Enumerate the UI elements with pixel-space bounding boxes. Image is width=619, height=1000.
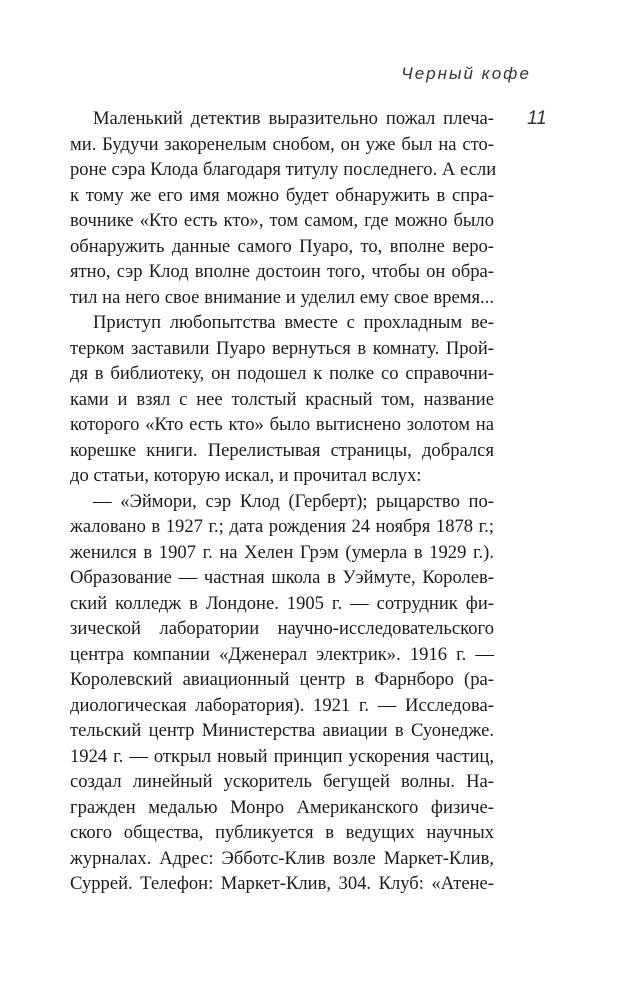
text-line: ский колледж в Лондоне. 1905 г. — сотрудник фи-: [70, 592, 494, 614]
text-line: к тому же его имя можно будет обнаружить в спра-: [70, 184, 494, 206]
text-line: дя в библиотеку, он подошел к полке со справочни-: [70, 363, 494, 384]
text-line: до статьи, которую искал, и прочитал вслух:: [70, 465, 422, 486]
paragraph-3: [70, 489, 494, 897]
text-line: ками и взял с нее толстый красный том, название: [70, 388, 494, 410]
text-line: тил на него свое внимание и уделил ему свое время...: [70, 286, 494, 308]
text-line: ми. Будучи закоренелым снобом, он уже был на сто-: [70, 133, 494, 155]
text-line: которого «Кто есть кто» было вытиснено золотом на: [70, 414, 494, 435]
text-line: женился в 1907 г. на Хелен Грэм (умерла в 1929 г.).: [70, 541, 494, 563]
text-line: центра компании «Дженерал электрик». 1916 г. —: [70, 643, 494, 665]
text-line: 1924 г. — открыл новый принцип ускорения частиц,: [70, 745, 494, 767]
running-head: Черный кофе: [401, 64, 531, 83]
text-line: журналах. Адрес: Эбботс-Клив возле Маркет-Клив,: [70, 847, 494, 869]
paragraph-2: [70, 310, 494, 489]
page-number: 11: [527, 108, 547, 129]
text-line: ятно, сэр Клод вполне достоин того, чтобы он обра-: [70, 261, 494, 282]
text-line: Суррей. Телефон: Маркет-Клив, 304. Клуб: «Атене-: [70, 873, 494, 894]
text-line: роне сэра Клода благодаря титулу последнего. А если: [70, 159, 497, 180]
text-line: гражден медалью Монро Американского физиче-: [70, 796, 494, 818]
text-line: ского общества, публикуется в ведущих научных: [70, 822, 494, 843]
text-line: создал линейный ускоритель бегущей волны. На-: [70, 771, 494, 792]
text-line: корешке книги. Перелистывая страницы, добрался: [70, 439, 494, 461]
text-line: Королевский авиационный центр в Фарнборо (ра-: [70, 669, 494, 690]
body-text: [70, 106, 497, 897]
text-line: терком заставили Пуаро вернуться в комнату. Прой-: [70, 337, 494, 359]
text-line: Образование — частная школа в Уэймуте, Королев-: [70, 567, 494, 588]
text-line: вочнике «Кто есть кто», том самом, где можно было: [70, 210, 494, 231]
text-line: Приступ любопытства вместе с прохладным ве-: [93, 312, 494, 333]
text-line: Маленький детектив выразительно пожал плеча-: [93, 108, 494, 129]
text-line: — «Эймори, сэр Клод (Герберт); рыцарство по-: [93, 490, 494, 512]
text-line: зической лаборатории научно-исследовательского: [70, 618, 494, 639]
text-line: диологическая лаборатория). 1921 г. — Исследова-: [70, 694, 494, 716]
paragraph-1: [70, 106, 497, 310]
text-line: жаловано в 1927 г.; дата рождения 24 ноября 1878 г.;: [70, 516, 494, 537]
text-line: тельский центр Министерства авиации в Суонедже.: [70, 720, 494, 741]
text-line: обнаружить данные самого Пуаро, то, вполне веро-: [70, 235, 494, 257]
